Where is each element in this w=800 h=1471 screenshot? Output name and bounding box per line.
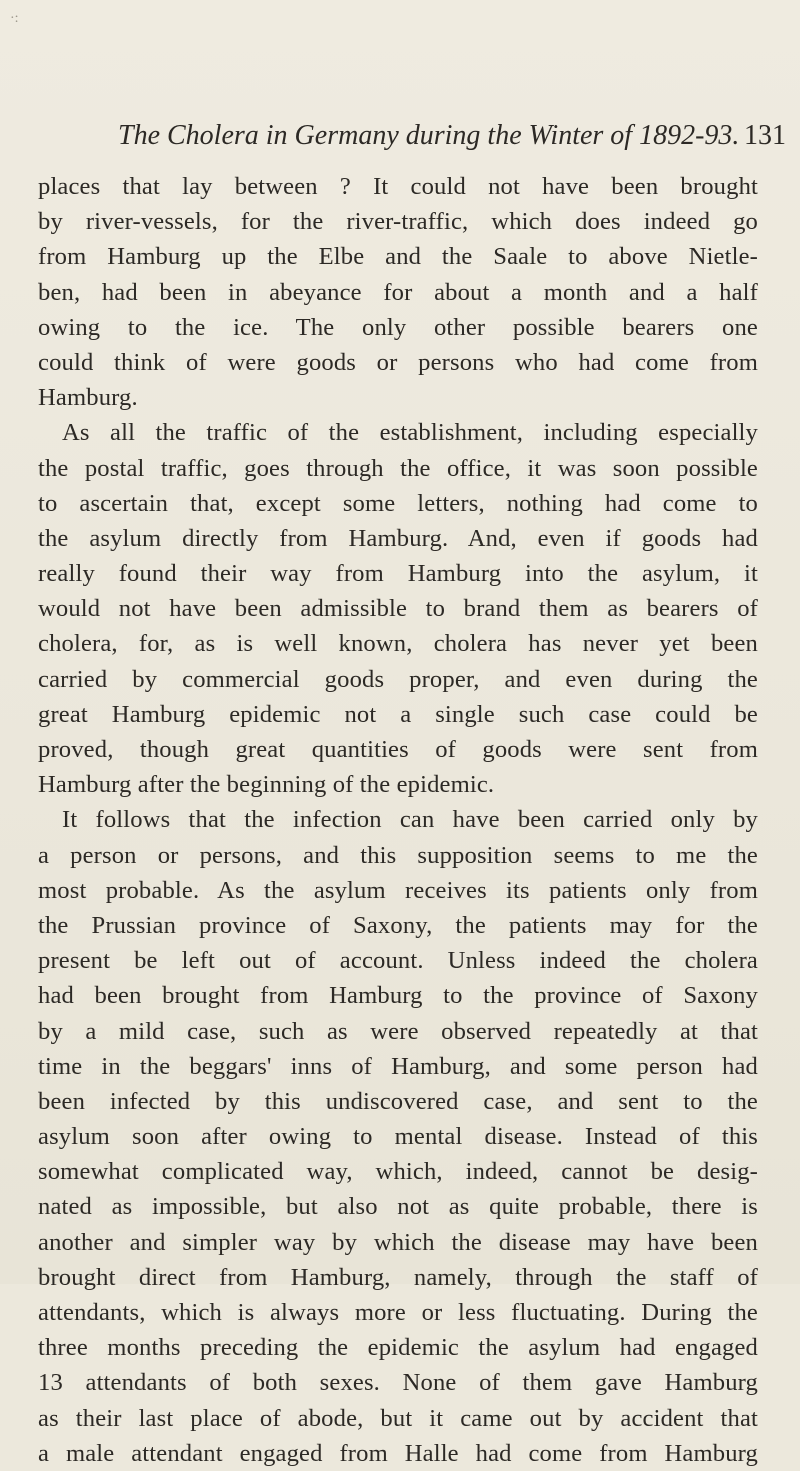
text-line: three months preceding the epidemic the asylum had engaged bbox=[38, 1334, 758, 1362]
text-line: 13 attendants of both sexes. None of them gave Hamburg bbox=[38, 1369, 758, 1397]
page-edge-mark: ·: bbox=[10, 11, 19, 26]
text-line: the postal traffic, goes through the office, it was soon possible bbox=[38, 454, 758, 482]
text-line: brought direct from Hamburg, namely, through the staff of bbox=[38, 1263, 758, 1291]
text-line: asylum soon after owing to mental disease. Instead of this bbox=[38, 1123, 758, 1151]
text-line: been infected by this undiscovered case, and sent to the bbox=[38, 1087, 758, 1115]
text-line: Hamburg after the beginning of the epidemic. bbox=[38, 771, 495, 799]
text-line: the Prussian province of Saxony, the patients may for the bbox=[38, 911, 758, 939]
text-line: a person or persons, and this supposition seems to me the bbox=[38, 841, 758, 869]
body-text bbox=[38, 169, 758, 1471]
text-line: the asylum directly from Hamburg. And, even if goods had bbox=[38, 524, 758, 552]
text-line: really found their way from Hamburg into the asylum, it bbox=[38, 560, 758, 588]
text-line: It follows that the infection can have been carried only by bbox=[62, 806, 758, 834]
text-line: by river-vessels, for the river-traffic, which does indeed go bbox=[38, 208, 758, 236]
text-line: great Hamburg epidemic not a single such case could be bbox=[38, 700, 758, 728]
text-line: would not have been admissible to brand them as bearers of bbox=[38, 595, 758, 623]
text-line: to ascertain that, except some letters, nothing had come to bbox=[38, 489, 758, 517]
text-line: places that lay between ? It could not have been brought bbox=[38, 173, 758, 200]
text-line: present be left out of account. Unless indeed the cholera bbox=[38, 947, 758, 975]
text-line: carried by commercial goods proper, and even during the bbox=[38, 665, 758, 693]
text-line: attendants, which is always more or less fluctuating. During the bbox=[38, 1299, 758, 1326]
running-head bbox=[118, 120, 786, 152]
text-line: from Hamburg up the Elbe and the Saale to above Nietle- bbox=[38, 243, 758, 271]
text-line: cholera, for, as is well known, cholera has never yet been bbox=[38, 630, 758, 658]
text-line: ben, had been in abeyance for about a month and a half bbox=[38, 278, 758, 306]
text-line: a male attendant engaged from Halle had come from Hamburg bbox=[38, 1439, 758, 1467]
text-line: As all the traffic of the establishment, including especially bbox=[62, 419, 758, 447]
text-line: as their last place of abode, but it came out by accident that bbox=[38, 1404, 758, 1432]
text-line: nated as impossible, but also not as quite probable, there is bbox=[38, 1193, 758, 1221]
text-line: by a mild case, such as were observed repeatedly at that bbox=[38, 1017, 758, 1045]
text-line: could think of were goods or persons who had come from bbox=[38, 348, 758, 376]
text-line: proved, though great quantities of goods were sent from bbox=[38, 736, 758, 763]
text-line: Hamburg. bbox=[38, 384, 138, 412]
text-line: most probable. As the asylum receives its patients only from bbox=[38, 876, 758, 904]
page-number: 131 bbox=[744, 120, 786, 151]
text-line: somewhat complicated way, which, indeed, cannot be desig- bbox=[38, 1158, 758, 1186]
text-line: time in the beggars' inns of Hamburg, and some person had bbox=[38, 1052, 758, 1080]
running-head-title: The Cholera in Germany during the Winter of 1892-93. bbox=[118, 120, 740, 151]
text-line: had been brought from Hamburg to the province of Saxony bbox=[38, 982, 758, 1010]
text-line: owing to the ice. The only other possible bearers one bbox=[38, 313, 758, 341]
text-line: another and simpler way by which the disease may have been bbox=[38, 1228, 758, 1256]
